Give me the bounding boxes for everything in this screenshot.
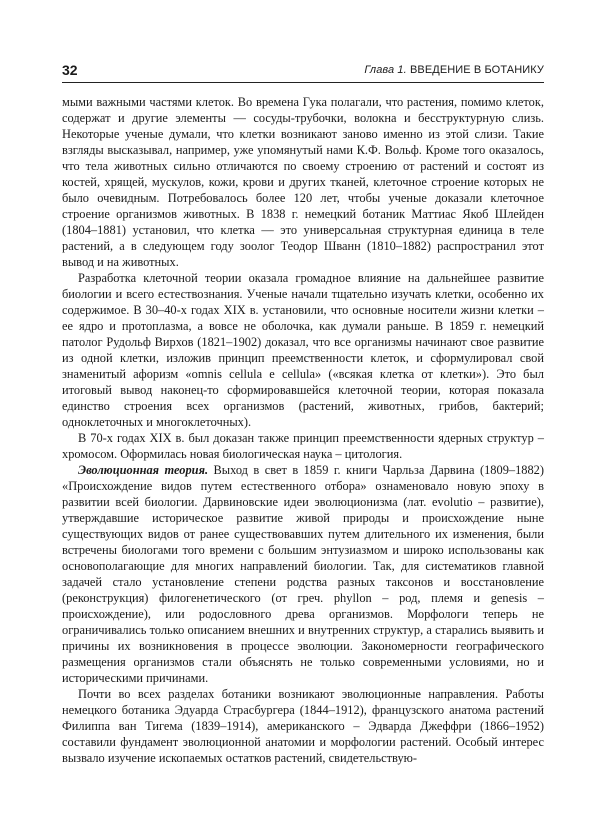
paragraph-evolution — [62, 462, 544, 686]
chapter-title: ВВЕДЕНИЕ В БОТАНИКУ — [409, 64, 544, 76]
paragraph-cell-parts: мыми важными частями клеток. Во времена Гука полагали, что растения, помимо клеток, содержат и другие элементы — сосуды-трубочки, волокна и бесструктурную слизь. Некоторые ученые думали, что клетки возникают заново именно из этой слизи. Такие взгляды высказывал, например, уже упомянутый нами К.Ф. Вольф. Кроме того оказалось, что тела животных сильно отличаются по своему строению от растений и состоят из костей, хрящей, мускулов, кожи, крови и других тканей, клеточное строение которых не было очевидным. Потребовалось более 120 лет, чтобы ученые доказали клеточное строение организмов животных. В 1838 г. немецкий ботаник Маттиас Якоб Шлейден (1804–1881) установил, что клетка — это универсальная структурная единица в теле растений, а в следующем году зоолог Теодор Шванн (1810–1882) распространил этот вывод и на животных. — [62, 95, 544, 269]
paragraph-evolution-text: Выход в свет в 1859 г. книги Чарльза Дарвина (1809–1882) «Происхождение видов путем естественного отбора» ознаменовало новую эпоху в развитии всей биологии. Дарвиновские идеи эволюционизма (лат. evolutio – развитие), утверждавшие историческое развитие живой природы и происхождение ныне существующих видов от ранее существовавших путем длительного их изменения, были встречены биологами того времени с большим энтузиазмом и широко использованы как основополагающие для многих направлений биологии. Так, для систематиков главной задачей стало установление степени родства разных таксонов и восстановление (реконструкция) филогенетического (от греч. phyllon – род, племя и genesis – происхождение), или родословного древа организмов. Морфологи теперь не ограничивались только описанием внешних и внутренних структур, а старались выявить и причины их возникновения в процессе эволюции. Закономерности географического размещения организмов стали объяснять не только современными условиями, но и историческими причинами. — [62, 463, 544, 685]
paragraph-cell-theory: Разработка клеточной теории оказала громадное влияние на дальнейшее развитие биологии и всего естествознания. Ученые начали тщательно изучать клетки, особенно их содержимое. В 30–40-х годах XIX в. установили, что основные носители жизни клетки – ее ядро и протоплазма, а вовсе не оболочка, как думали раньше. В 1859 г. немецкий патолог Рудольф Вирхов (1821–1902) доказал, что все организмы начинают свое развитие из одной клетки, изложив принцип преемственности клеток, и сформулировал свой знаменитый афоризм «omnis cellula e cellula» («всякая клетка от клетки»). Это был итоговый вывод наконец-то сформировавшейся клеточной теории, которая показала единство строения всех организмов (растений, животных, грибов, бактерий; одноклеточных и многоклеточных). — [62, 271, 544, 429]
running-header — [62, 60, 544, 83]
section-keyword: Эволюционная теория. — [78, 463, 209, 477]
paragraph-evolutionary-directions: Почти во всех разделах ботаники возникают эволюционные направления. Работы немецкого ботаника Эдуарда Страсбургера (1844–1912), французского анатома растений Филиппа ван Тигема (1839–1914), американского – Эдварда Джеффри (1866–1952) составили фундамент эволюционной анатомии и морфологии растений. Особый интерес вызвало изучение ископаемых остатков растений, свидетельствую- — [62, 687, 544, 765]
paragraph-cytology: В 70-х годах XIX в. был доказан также принцип преемственности ядерных структур – хромосом. Оформилась новая биологическая наука – цитология. — [62, 431, 544, 461]
page-number: 32 — [62, 62, 78, 78]
chapter-heading — [364, 64, 544, 76]
body-text — [62, 94, 544, 766]
chapter-label: Глава 1. — [364, 64, 407, 76]
